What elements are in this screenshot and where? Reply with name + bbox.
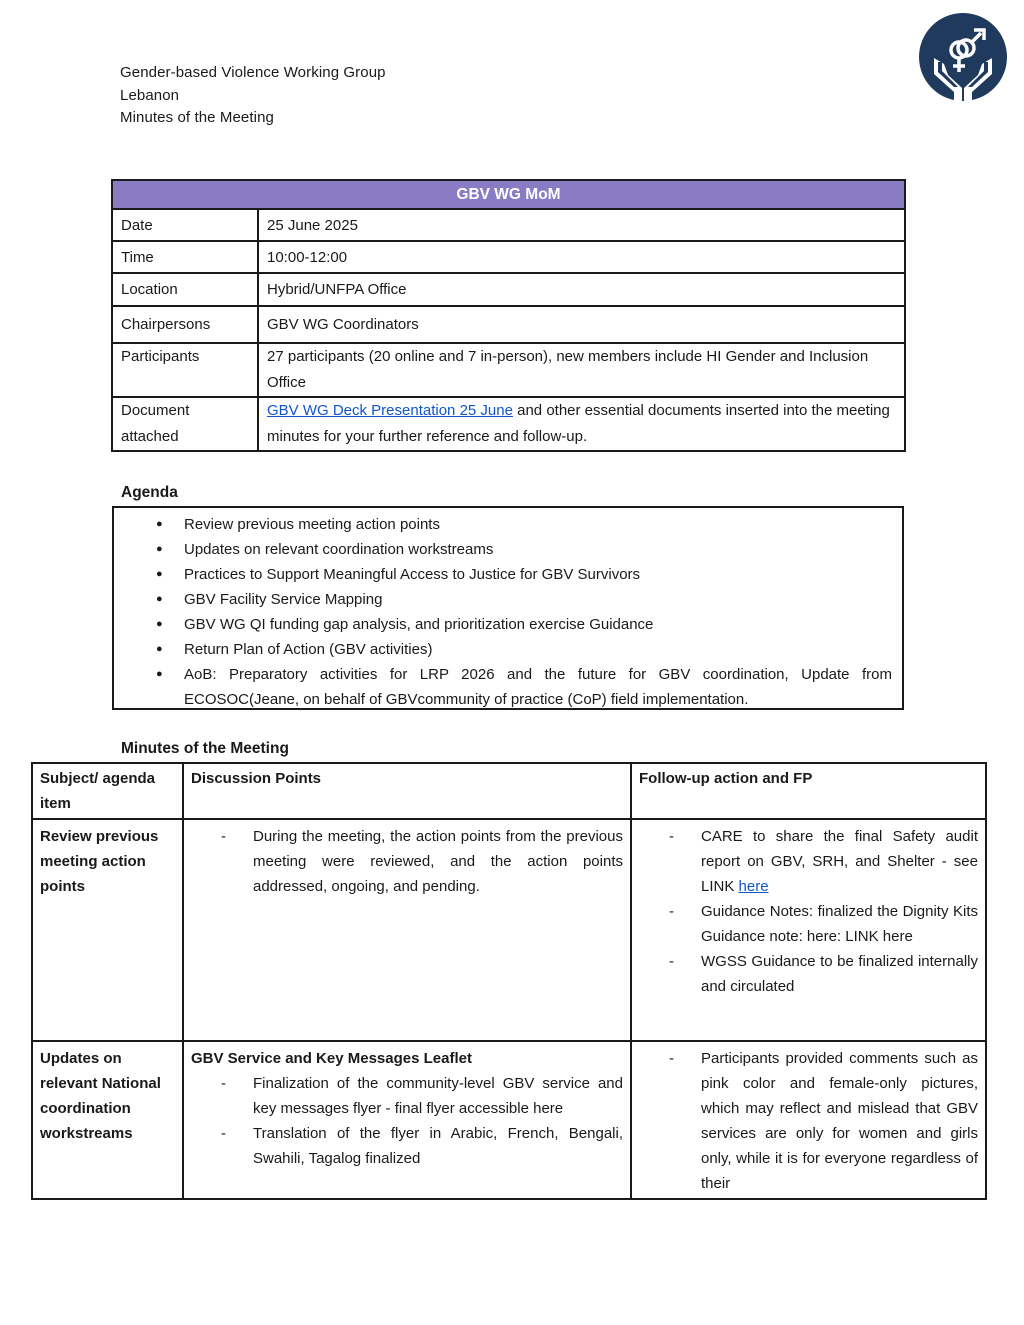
info-row-document-attached: [112, 397, 905, 451]
discussion-point: - Finalization of the community-level GBV service and key messages flyer - final flyer accessible here: [253, 1071, 623, 1121]
info-label: Date: [112, 209, 258, 241]
discussion-list: [191, 824, 623, 899]
agenda-list: [114, 508, 902, 712]
info-row-time: [112, 241, 905, 273]
info-row-participants: [112, 343, 905, 397]
table-row: [32, 1041, 986, 1199]
agenda-item: ● AoB: Preparatory activities for LRP 2026 and the future for GBV coordination, Update from ECOSOC(Jeane, on behalf of GBVcommunity of practice (CoP) field implementation.: [184, 662, 892, 712]
discussion-cell: [183, 819, 631, 1041]
followup-list: [639, 824, 978, 999]
info-label: Location: [112, 273, 258, 306]
agenda-item: ● Review previous meeting action points: [184, 512, 892, 537]
followup-cell: [631, 1041, 986, 1199]
discussion-cell: [183, 1041, 631, 1199]
gender-symbols-in-hands-icon: [918, 12, 1008, 104]
discussion-point: - Translation of the flyer in Arabic, French, Bengali, Swahili, Tagalog finalized: [253, 1121, 623, 1171]
column-header-discussion: Discussion Points: [183, 763, 631, 819]
info-value: [258, 397, 905, 451]
info-label: Time: [112, 241, 258, 273]
column-header-followup: Follow-up action and FP: [631, 763, 986, 819]
info-row-date: [112, 209, 905, 241]
document-header: [120, 62, 386, 130]
meeting-info-table: [111, 179, 906, 452]
followup-text: CARE to share the final Safety audit report on GBV, SRH, and Shelter - see LINK: [701, 828, 978, 895]
info-row-location: [112, 273, 905, 306]
discussion-block-title: GBV Service and Key Messages Leaflet: [191, 1050, 472, 1067]
table-row: [32, 819, 986, 1041]
doc-title: Minutes of the Meeting: [120, 109, 274, 126]
minutes-title: Minutes of the Meeting: [121, 740, 289, 757]
info-value: 10:00-12:00: [258, 241, 905, 273]
followup-item: - WGSS Guidance to be finalized internally and circulated: [701, 949, 978, 999]
agenda-item: ● Return Plan of Action (GBV activities): [184, 637, 892, 662]
deck-presentation-link[interactable]: GBV WG Deck Presentation 25 June: [267, 402, 513, 419]
minutes-table: [31, 762, 987, 1200]
agenda-title: Agenda: [121, 484, 178, 501]
info-value: 25 June 2025: [258, 209, 905, 241]
followup-cell: [631, 819, 986, 1041]
info-label: Chairpersons: [112, 306, 258, 343]
followup-list: [639, 1046, 978, 1196]
discussion-point: - During the meeting, the action points from the previous meeting were reviewed, and the action points addressed, ongoing, and pending.: [253, 824, 623, 899]
minutes-header-row: [32, 763, 986, 819]
followup-item: [701, 824, 978, 899]
info-table-title: GBV WG MoM: [112, 180, 905, 209]
info-label: Participants: [112, 343, 258, 397]
subject-cell: Updates on relevant National coordination workstreams: [32, 1041, 183, 1199]
info-value: Hybrid/UNFPA Office: [258, 273, 905, 306]
discussion-list: [191, 1071, 623, 1171]
column-header-subject: Subject/ agenda item: [32, 763, 183, 819]
agenda-item: ● Practices to Support Meaningful Access to Justice for GBV Survivors: [184, 562, 892, 587]
country: Lebanon: [120, 86, 180, 104]
agenda-item: ● Updates on relevant coordination workstreams: [184, 537, 892, 562]
org-name: Gender-based Violence Working Group: [120, 64, 386, 81]
agenda-box: [112, 506, 904, 710]
info-value: 27 participants (20 online and 7 in-person), new members include HI Gender and Inclusion Office: [258, 343, 905, 397]
info-value-text: and other essential documents inserted into the meeting minutes for your further reference and follow-up.: [267, 402, 890, 445]
safety-audit-link[interactable]: here: [738, 878, 769, 895]
subject-cell: Review previous meeting action points: [32, 819, 183, 1041]
info-label: Document attached: [112, 397, 258, 451]
info-row-chairpersons: [112, 306, 905, 343]
agenda-item: ● GBV Facility Service Mapping: [184, 587, 892, 612]
followup-item: - Participants provided comments such as pink color and female-only pictures, which may reflect and mislead that GBV services are only for women and girls only, while it is for everyone regardless of their: [701, 1046, 978, 1196]
info-value: GBV WG Coordinators: [258, 306, 905, 343]
agenda-item: ● GBV WG QI funding gap analysis, and prioritization exercise Guidance: [184, 612, 892, 637]
followup-item: - Guidance Notes: finalized the Dignity Kits Guidance note: here: LINK here: [701, 899, 978, 949]
